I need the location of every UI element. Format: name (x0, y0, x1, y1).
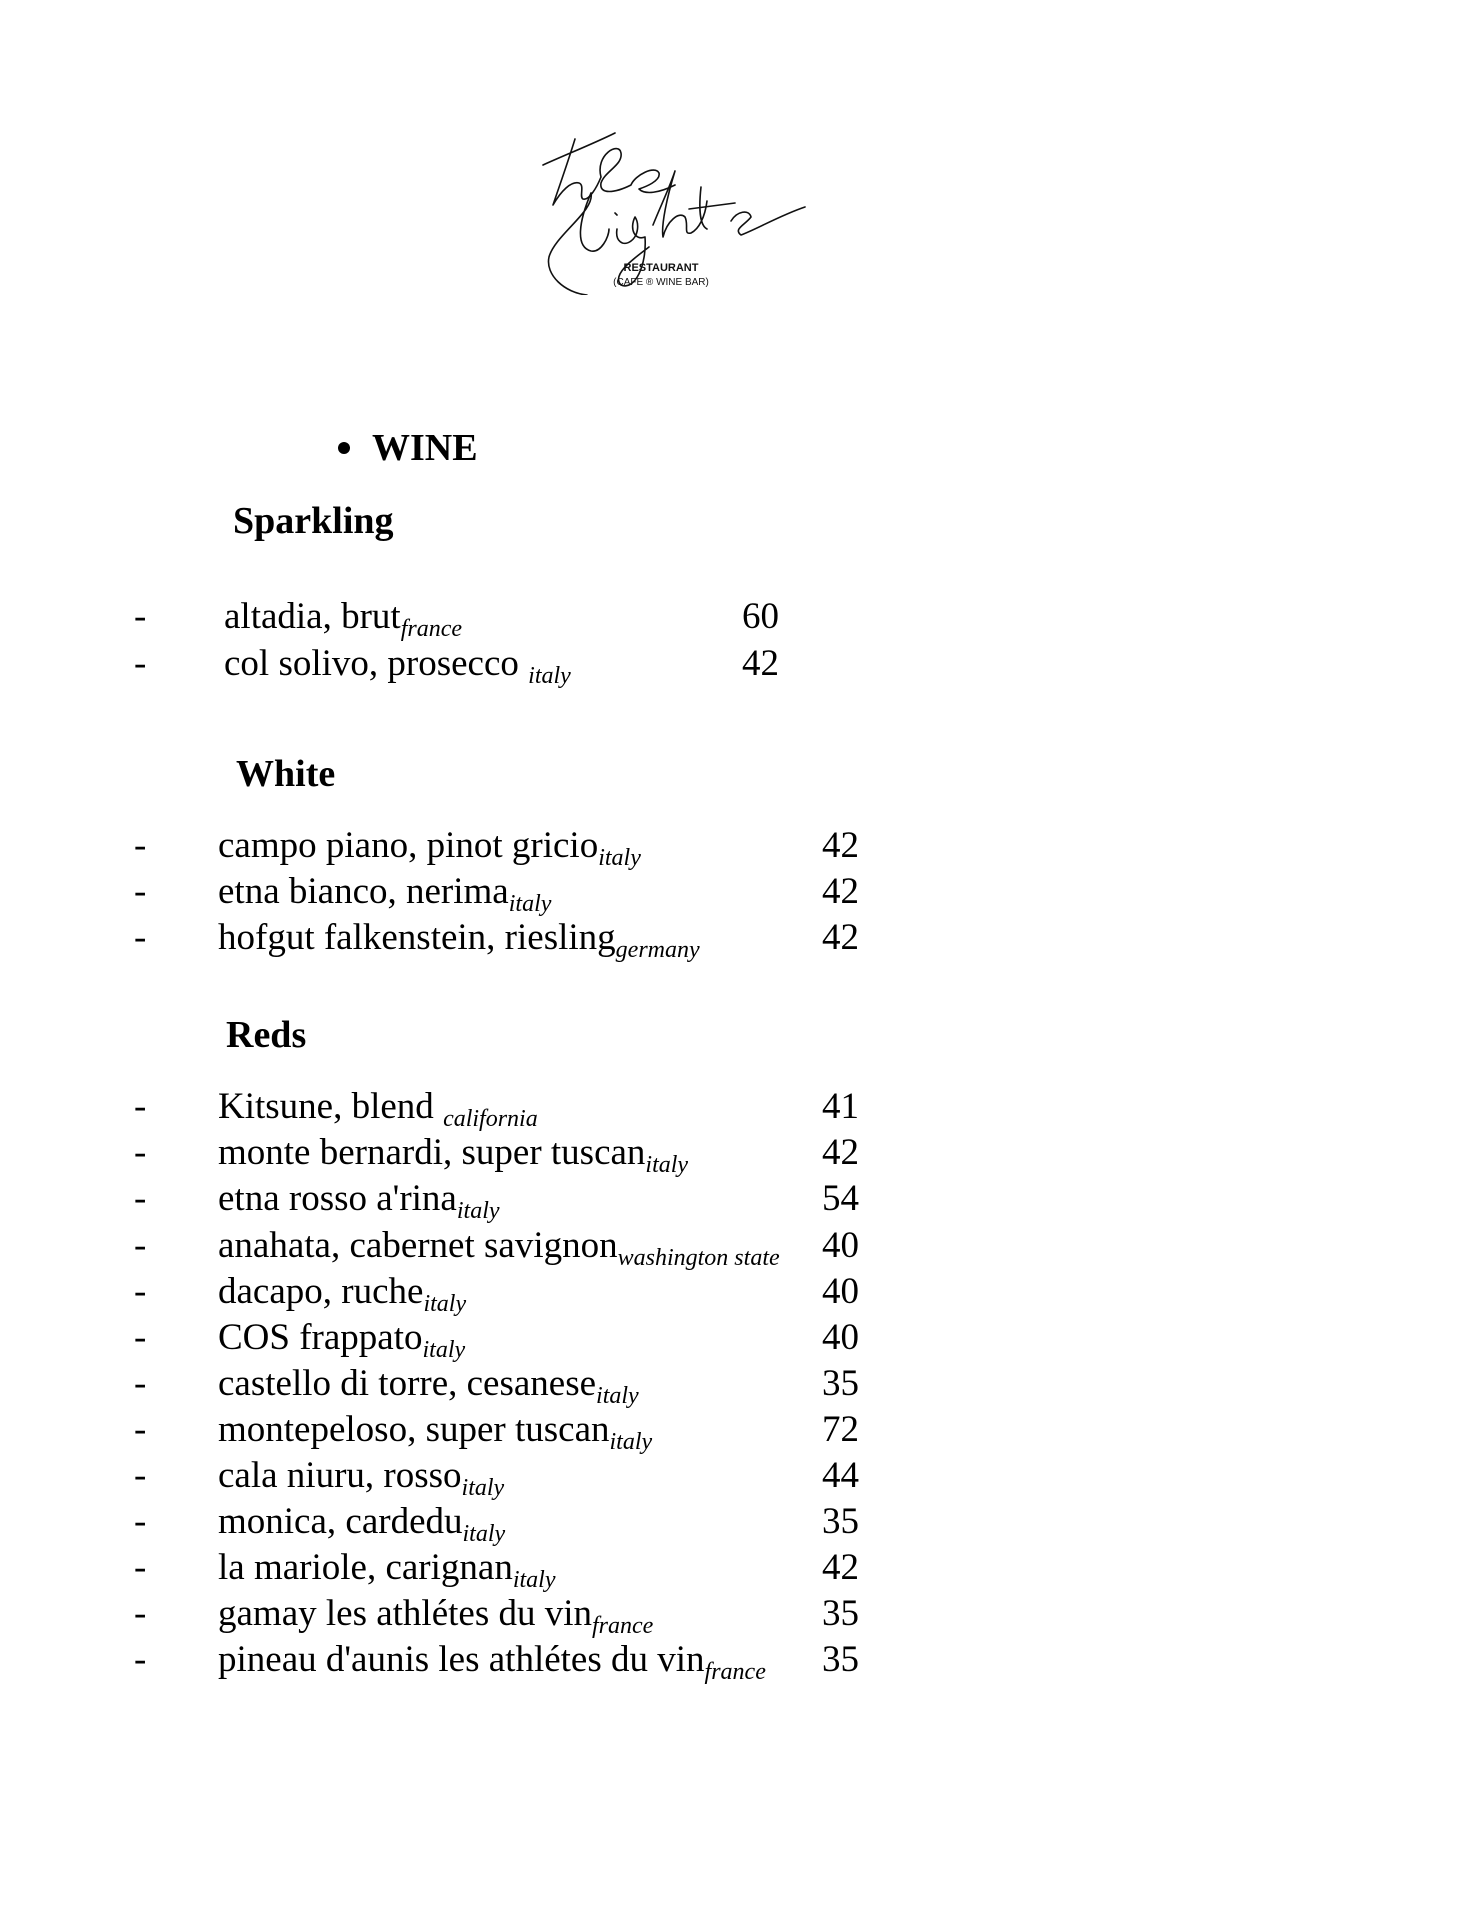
wine-price: 40 (822, 1225, 859, 1266)
wine-name-label: pineau d'aunis les athlétes du vin$_{france}$ (218, 1639, 766, 1685)
wine-origin: france (592, 1613, 654, 1639)
item-dash: - (134, 596, 147, 637)
item-dash: - (134, 1132, 147, 1173)
bullet-icon (338, 442, 350, 454)
wine-origin: italy (609, 1429, 653, 1455)
wine-origin: italy (512, 1567, 556, 1593)
item-dash: - (134, 1086, 147, 1127)
wine-name-label: altadia, brut$_{france}$ (224, 596, 463, 642)
wine-origin: france (704, 1659, 766, 1685)
list-item (0, 1545, 1484, 1591)
item-dash: - (134, 1639, 147, 1680)
wine-origin: italy (645, 1152, 689, 1178)
wine-origin: washington state (617, 1245, 780, 1271)
list-item (0, 1637, 1484, 1683)
wine-name-label: gamay les athlétes du vin$_{france}$ (218, 1593, 654, 1639)
item-dash: - (134, 1455, 147, 1496)
item-dash: - (134, 1501, 147, 1542)
wine-price: 35 (822, 1639, 859, 1680)
list-item (0, 641, 1484, 687)
wine-price: 40 (822, 1317, 859, 1358)
list-item (0, 594, 1484, 640)
wine-name-label: COS frappato$_{italy}$ (218, 1317, 466, 1363)
restaurant-logo (535, 125, 815, 295)
item-dash: - (134, 1547, 147, 1588)
wine-price: 44 (822, 1455, 859, 1496)
item-dash: - (134, 917, 147, 958)
list-item (0, 1269, 1484, 1315)
list-item (0, 1084, 1484, 1130)
item-dash: - (134, 1178, 147, 1219)
wine-price: 35 (822, 1593, 859, 1634)
item-dash: - (134, 1271, 147, 1312)
wine-origin: france (400, 616, 463, 642)
wine-origin: italy (462, 1521, 506, 1547)
wine-name-label: anahata, cabernet savignon$_{washington state}$ (218, 1225, 780, 1271)
wine-origin: italy (456, 1198, 500, 1224)
item-dash: - (134, 1409, 147, 1450)
wine-origin: italy (461, 1475, 505, 1501)
wine-price: 41 (822, 1086, 859, 1127)
item-dash: - (134, 825, 147, 866)
wine-name-label: dacapo, ruche$_{italy}$ (218, 1271, 467, 1317)
list-item (0, 1407, 1484, 1453)
list-item (0, 869, 1484, 915)
wine-price: 40 (822, 1271, 859, 1312)
wine-name-label: col solivo, prosecco $_{italy}$ (224, 643, 571, 689)
wine-origin: italy (423, 1291, 467, 1317)
logo-subtitle-line1: RESTAURANT (623, 262, 699, 274)
wine-price: 42 (822, 825, 859, 866)
section-title-white: White (236, 753, 336, 795)
wine-price: 42 (822, 1132, 859, 1173)
list-item (0, 1453, 1484, 1499)
item-dash: - (134, 871, 147, 912)
section-title-reds: Reds (226, 1014, 307, 1056)
wine-origin: italy (422, 1337, 466, 1363)
wine-price: 60 (742, 596, 779, 637)
section-title-sparkling: Sparkling (233, 500, 394, 542)
list-item (0, 1176, 1484, 1222)
wine-price: 54 (822, 1178, 859, 1219)
wine-name-label: etna rosso a'rina$_{italy}$ (218, 1178, 500, 1224)
item-dash: - (134, 1363, 147, 1404)
list-item (0, 1223, 1484, 1269)
item-dash: - (134, 1225, 147, 1266)
list-item (0, 915, 1484, 961)
list-item (0, 1591, 1484, 1637)
wine-name-label: etna bianco, nerima$_{italy}$ (218, 871, 552, 917)
wine-name-label: cala niuru, rosso$_{italy}$ (218, 1455, 505, 1501)
menu-heading-text: WINE (372, 427, 478, 469)
wine-price: 42 (822, 917, 859, 958)
list-item (0, 823, 1484, 869)
wine-origin: germany (615, 937, 700, 963)
wine-name-label: monte bernardi, super tuscan$_{italy}$ (218, 1132, 689, 1178)
wine-origin: italy (508, 891, 552, 917)
wine-origin: italy (528, 663, 571, 689)
wine-name-label: castello di torre, cesanese$_{italy}$ (218, 1363, 639, 1409)
item-dash: - (134, 1593, 147, 1634)
logo-script-image (535, 125, 815, 295)
wine-price: 42 (822, 1547, 859, 1588)
item-dash: - (134, 643, 147, 684)
wine-name-label: la mariole, carignan$_{italy}$ (218, 1547, 556, 1593)
item-dash: - (134, 1317, 147, 1358)
wine-price: 35 (822, 1363, 859, 1404)
wine-price: 35 (822, 1501, 859, 1542)
wine-name-label: montepeloso, super tuscan$_{italy}$ (218, 1409, 653, 1455)
wine-price: 72 (822, 1409, 859, 1450)
wine-name-label: hofgut falkenstein, riesling$_{germany}$ (218, 917, 700, 963)
list-item (0, 1499, 1484, 1545)
list-item (0, 1361, 1484, 1407)
menu-heading (338, 425, 478, 471)
wine-name-label: campo piano, pinot gricio$_{italy}$ (218, 825, 641, 871)
wine-origin: italy (598, 845, 641, 871)
wine-price: 42 (822, 871, 859, 912)
list-item (0, 1315, 1484, 1361)
wine-name-label: monica, cardedu$_{italy}$ (218, 1501, 506, 1547)
list-item (0, 1130, 1484, 1176)
wine-price: 42 (742, 643, 779, 684)
wine-origin: italy (596, 1383, 639, 1409)
logo-subtitle-line2: (CAFE ® WINE BAR) (613, 277, 709, 288)
wine-name-label: Kitsune, blend $_{california}$ (218, 1086, 538, 1132)
wine-origin: california (443, 1106, 538, 1132)
